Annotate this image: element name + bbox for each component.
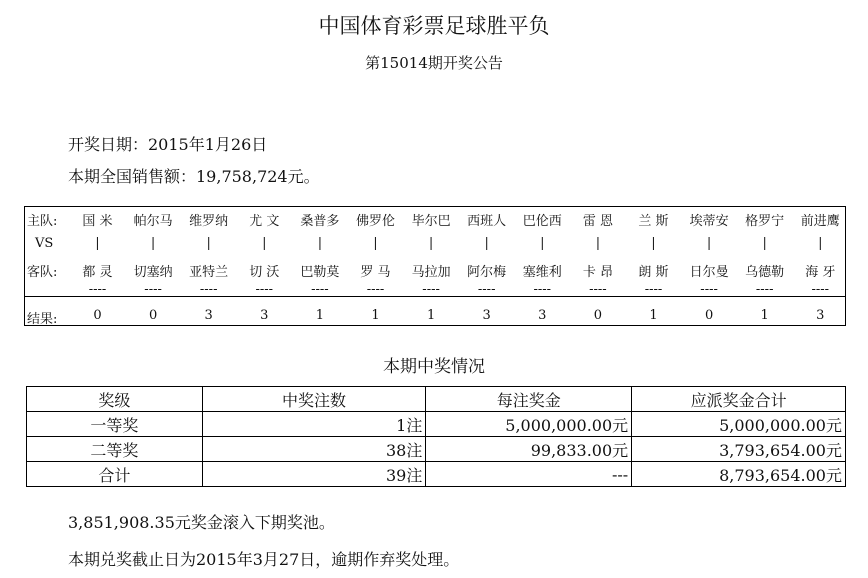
home-row-label: 主队: — [27, 214, 58, 229]
prize-amount: --- — [426, 462, 632, 487]
match-dash: ---- — [755, 282, 774, 297]
prize-table — [26, 386, 846, 487]
match-dash: ---- — [144, 282, 162, 297]
match-result: 1 — [426, 308, 436, 323]
draw-date: 开奖日期：2015年1月26日 — [68, 135, 268, 154]
match-home-team: 维罗纳 — [189, 214, 229, 229]
match-dash: ---- — [589, 282, 607, 297]
match-dash: ---- — [199, 282, 218, 297]
prize-total: 8,793,654.00元 — [632, 462, 846, 487]
prize-total: 3,793,654.00元 — [632, 437, 846, 462]
match-dash: ---- — [644, 282, 663, 297]
match-vs-mark: | — [706, 236, 712, 251]
match-home-team: 桑普多 — [300, 214, 340, 229]
page-title: 中国体育彩票足球胜平负 — [318, 14, 550, 38]
match-dash: ---- — [533, 282, 552, 297]
match-vs-mark: | — [150, 236, 156, 251]
match-vs-mark: | — [262, 236, 267, 251]
match-result: 0 — [704, 308, 714, 323]
match-dash: ---- — [422, 282, 440, 297]
header-winners: 中奖注数 — [202, 387, 426, 412]
vs-row-label: VS — [35, 236, 54, 251]
match-away-team: 罗 马 — [360, 265, 391, 280]
match-vs-mark: | — [317, 236, 323, 251]
match-away-team: 日尔曼 — [689, 265, 729, 280]
match-result: 0 — [148, 308, 158, 323]
match-home-team: 埃蒂安 — [689, 214, 729, 229]
table-row — [27, 437, 846, 462]
prize-level: 一等奖 — [27, 412, 203, 437]
match-vs-mark: | — [540, 236, 545, 251]
prize-total: 5,000,000.00元 — [632, 412, 846, 437]
match-result: 3 — [260, 308, 269, 323]
match-dash: ---- — [811, 282, 830, 297]
match-away-team: 乌德勒 — [745, 265, 785, 280]
match-away-team: 阿尔梅 — [467, 265, 507, 280]
match-home-team: 巴伦西 — [522, 214, 562, 229]
match-result: 1 — [649, 308, 658, 323]
match-result: 1 — [315, 308, 325, 323]
match-home-team: 帕尔马 — [133, 214, 173, 229]
match-home-team: 毕尔巴 — [411, 214, 451, 229]
prize-winners: 1注 — [202, 412, 426, 437]
match-result: 0 — [93, 308, 102, 323]
table-row — [27, 412, 846, 437]
header-per-prize: 每注奖金 — [426, 387, 632, 412]
result-row-label: 结果: — [27, 312, 58, 327]
match-home-team: 格罗宁 — [745, 214, 785, 229]
prize-section-title: 本期中奖情况 — [383, 357, 485, 377]
match-away-team: 亚特兰 — [189, 265, 229, 280]
prize-level: 二等奖 — [27, 437, 203, 462]
prize-level: 合计 — [27, 462, 203, 487]
match-vs-mark: | — [818, 236, 823, 251]
match-result: 3 — [816, 308, 825, 323]
match-away-team: 朗 斯 — [638, 265, 669, 280]
deadline-note: 本期兑奖截止日为2015年3月27日，逾期作弃奖处理。 — [68, 550, 460, 569]
match-vs-mark: | — [762, 236, 767, 251]
match-away-team: 马拉加 — [411, 265, 451, 280]
table-row — [27, 462, 846, 487]
match-dash: ---- — [700, 282, 718, 297]
match-home-team: 雷 恩 — [582, 214, 613, 229]
match-dash: ---- — [255, 282, 274, 297]
match-vs-mark: | — [373, 236, 378, 251]
header-level: 奖级 — [27, 387, 203, 412]
prize-header-row — [27, 387, 846, 412]
match-vs-mark: | — [206, 236, 211, 251]
match-result: 3 — [204, 308, 213, 323]
match-dash: ---- — [88, 282, 107, 297]
match-dash: ---- — [366, 282, 385, 297]
match-away-team: 卡 昂 — [582, 265, 613, 280]
match-result: 3 — [538, 308, 547, 323]
away-row-label: 客队: — [27, 265, 58, 280]
match-home-team: 西班人 — [467, 214, 507, 229]
header-total: 应派奖金合计 — [632, 387, 846, 412]
match-away-team: 切塞纳 — [133, 265, 173, 280]
match-home-team: 前进鹰 — [800, 214, 840, 229]
match-vs-mark: | — [95, 236, 100, 251]
prize-winners: 38注 — [202, 437, 426, 462]
match-away-team: 海 牙 — [805, 265, 836, 280]
issue-subtitle: 第15014期开奖公告 — [365, 54, 503, 72]
match-away-team: 切 沃 — [249, 265, 280, 280]
match-home-team: 尤 文 — [249, 214, 280, 229]
prize-amount: 5,000,000.00元 — [426, 412, 632, 437]
match-home-team: 兰 斯 — [638, 214, 669, 229]
match-away-team: 巴勒莫 — [300, 265, 340, 280]
match-home-team: 国 米 — [82, 214, 113, 229]
sales-total: 本期全国销售额：19,758,724元。 — [68, 167, 320, 186]
match-dash: ---- — [477, 282, 496, 297]
match-away-team: 都 灵 — [82, 265, 113, 280]
prize-winners: 39注 — [202, 462, 426, 487]
rollover-note: 3,851,908.35元奖金滚入下期奖池。 — [68, 513, 335, 532]
match-vs-mark: | — [484, 236, 489, 251]
match-away-team: 塞维利 — [522, 265, 562, 280]
match-vs-mark: | — [428, 236, 434, 251]
match-result: 1 — [760, 308, 769, 323]
match-result: 0 — [593, 308, 603, 323]
match-vs-mark: | — [651, 236, 656, 251]
match-result: 1 — [371, 308, 380, 323]
match-result: 3 — [482, 308, 491, 323]
match-vs-mark: | — [595, 236, 601, 251]
match-home-team: 佛罗伦 — [355, 214, 395, 229]
match-table — [24, 206, 846, 326]
match-dash: ---- — [311, 282, 329, 297]
prize-amount: 99,833.00元 — [426, 437, 632, 462]
